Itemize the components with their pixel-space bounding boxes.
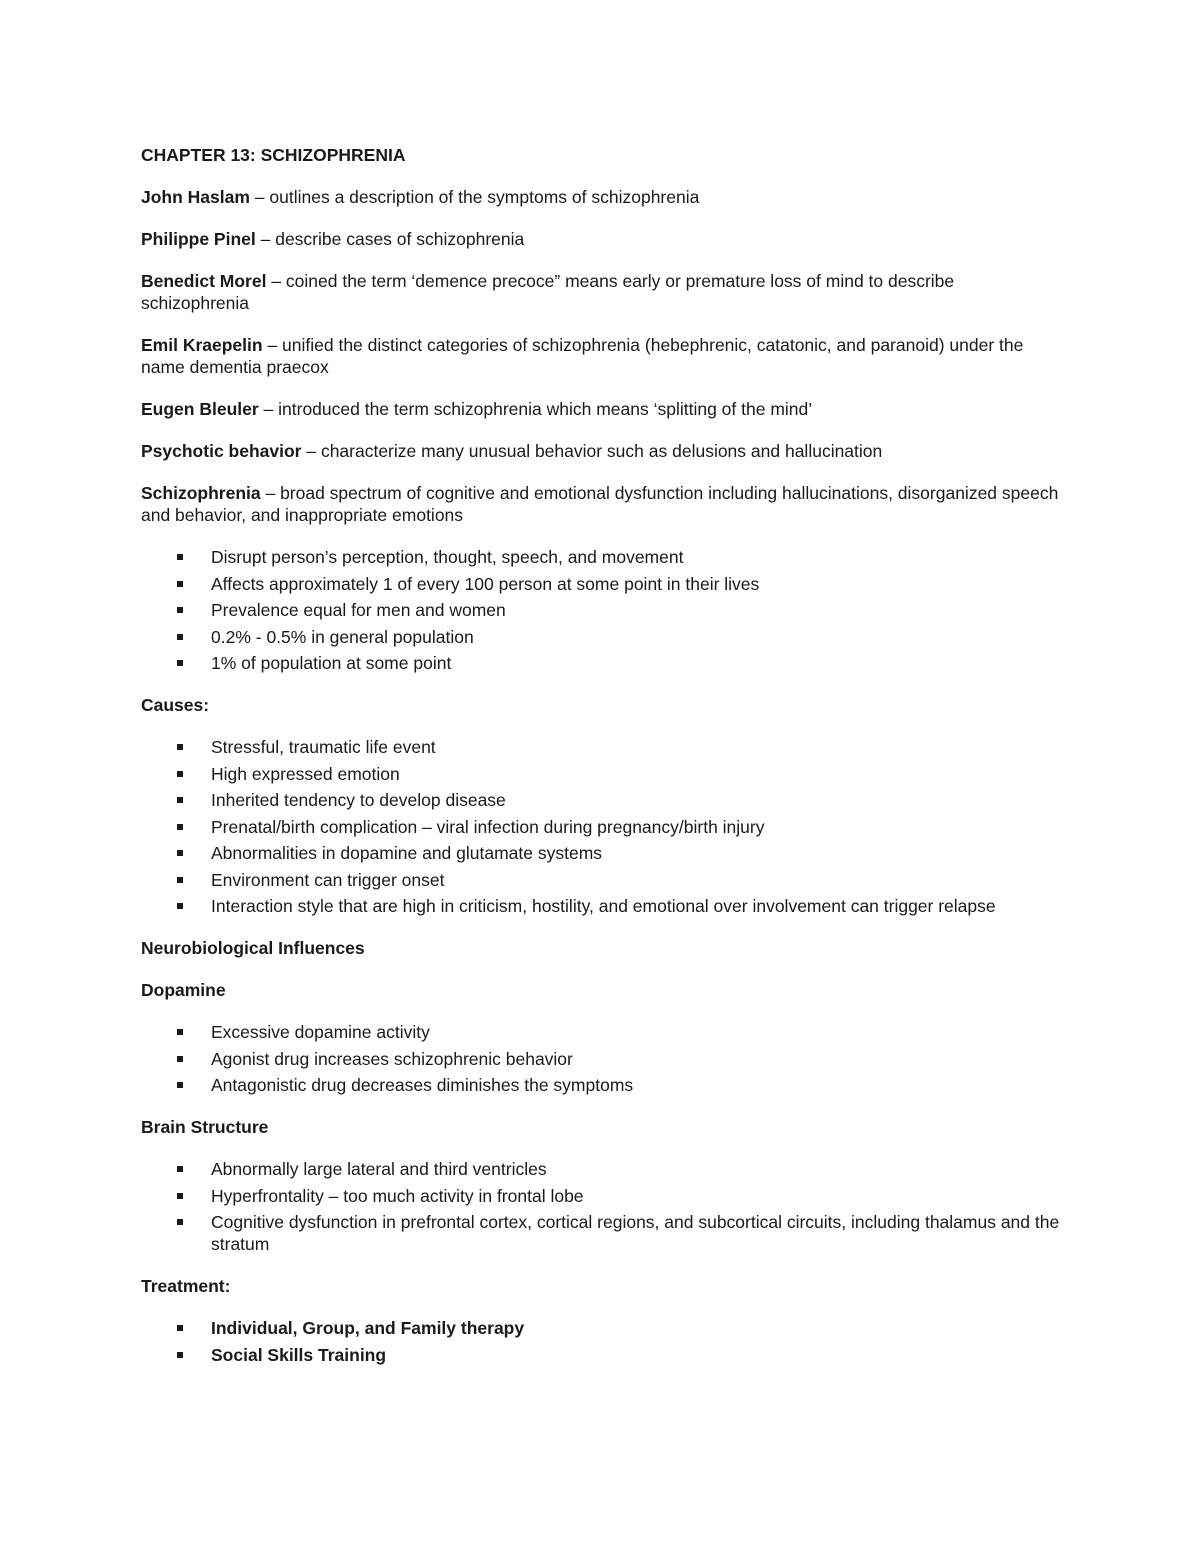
definition-haslam (141, 186, 1061, 208)
definition-term: Schizophrenia (141, 483, 261, 503)
definition-schizophrenia (141, 482, 1061, 526)
definition-text: – outlines a description of the symptoms of schizophrenia (249, 187, 700, 207)
definition-text: – introduced the term schizophrenia which means ‘splitting of the mind’ (258, 399, 813, 419)
square-bullet-icon (177, 1219, 183, 1225)
definition-bleuler (141, 398, 1061, 420)
definition-text: – characterize many unusual behavior such as delusions and hallucination (301, 441, 883, 461)
definition-term: Eugen Bleuler (141, 399, 259, 419)
definition-term: Benedict Morel (141, 271, 267, 291)
square-bullet-icon (177, 824, 183, 830)
list-item: Cognitive dysfunction in prefrontal cortex, cortical regions, and subcortical circuits, including thalamus and the stratum (141, 1211, 1061, 1255)
definition-text: – coined the term ‘demence precoce” means early or premature loss of mind to describe schizophrenia (141, 271, 955, 313)
schizophrenia-points-list (141, 546, 1061, 674)
list-item: 0.2% - 0.5% in general population (141, 626, 1061, 648)
list-item: Individual, Group, and Family therapy (141, 1317, 1061, 1339)
definition-psychotic-behavior (141, 440, 1061, 462)
square-bullet-icon (177, 797, 183, 803)
square-bullet-icon (177, 771, 183, 777)
dopamine-list (141, 1021, 1061, 1096)
list-item: Abnormally large lateral and third ventricles (141, 1158, 1061, 1180)
list-item: Excessive dopamine activity (141, 1021, 1061, 1043)
document-page (141, 0, 1061, 1386)
list-item: Stressful, traumatic life event (141, 736, 1061, 758)
square-bullet-icon (177, 634, 183, 640)
list-item: Social Skills Training (141, 1344, 1061, 1366)
neurobiological-heading: Neurobiological Influences (141, 938, 365, 958)
definition-term: Emil Kraepelin (141, 335, 263, 355)
square-bullet-icon (177, 850, 183, 856)
list-item: High expressed emotion (141, 763, 1061, 785)
list-item: Prenatal/birth complication – viral infection during pregnancy/birth injury (141, 816, 1061, 838)
square-bullet-icon (177, 1325, 183, 1331)
list-item: Affects approximately 1 of every 100 person at some point in their lives (141, 573, 1061, 595)
treatment-list (141, 1317, 1061, 1366)
treatment-heading: Treatment: (141, 1276, 231, 1296)
causes-heading: Causes: (141, 695, 210, 715)
square-bullet-icon (177, 877, 183, 883)
square-bullet-icon (177, 607, 183, 613)
square-bullet-icon (177, 1166, 183, 1172)
causes-list (141, 736, 1061, 917)
definition-pinel (141, 228, 1061, 250)
dopamine-heading: Dopamine (141, 980, 226, 1000)
list-item: Environment can trigger onset (141, 869, 1061, 891)
definition-term: John Haslam (141, 187, 250, 207)
list-item: Abnormalities in dopamine and glutamate systems (141, 842, 1061, 864)
list-item: Antagonistic drug decreases diminishes the symptoms (141, 1074, 1061, 1096)
definition-term: Philippe Pinel (141, 229, 256, 249)
square-bullet-icon (177, 660, 183, 666)
list-item: Disrupt person’s perception, thought, speech, and movement (141, 546, 1061, 568)
square-bullet-icon (177, 581, 183, 587)
chapter-title: CHAPTER 13: SCHIZOPHRENIA (141, 145, 406, 165)
square-bullet-icon (177, 744, 183, 750)
definition-text: – broad spectrum of cognitive and emotional dysfunction including hallucinations, disorganized speech and behavior, and inappropriate emotions (141, 483, 1059, 525)
square-bullet-icon (177, 1352, 183, 1358)
definition-kraepelin (141, 334, 1061, 378)
brain-structure-heading: Brain Structure (141, 1117, 269, 1137)
list-item: Interaction style that are high in criticism, hostility, and emotional over involvement can trigger relapse (141, 895, 1061, 917)
definition-text: – describe cases of schizophrenia (255, 229, 525, 249)
definition-morel (141, 270, 1061, 314)
definition-term: Psychotic behavior (141, 441, 302, 461)
square-bullet-icon (177, 1056, 183, 1062)
list-item: Hyperfrontality – too much activity in frontal lobe (141, 1185, 1061, 1207)
list-item: Inherited tendency to develop disease (141, 789, 1061, 811)
square-bullet-icon (177, 554, 183, 560)
brain-structure-list (141, 1158, 1061, 1255)
list-item: Prevalence equal for men and women (141, 599, 1061, 621)
definition-text: – unified the distinct categories of schizophrenia (hebephrenic, catatonic, and paranoid) under the name dementia praecox (141, 335, 1024, 377)
square-bullet-icon (177, 903, 183, 909)
list-item: Agonist drug increases schizophrenic behavior (141, 1048, 1061, 1070)
square-bullet-icon (177, 1082, 183, 1088)
square-bullet-icon (177, 1193, 183, 1199)
list-item: 1% of population at some point (141, 652, 1061, 674)
square-bullet-icon (177, 1029, 183, 1035)
